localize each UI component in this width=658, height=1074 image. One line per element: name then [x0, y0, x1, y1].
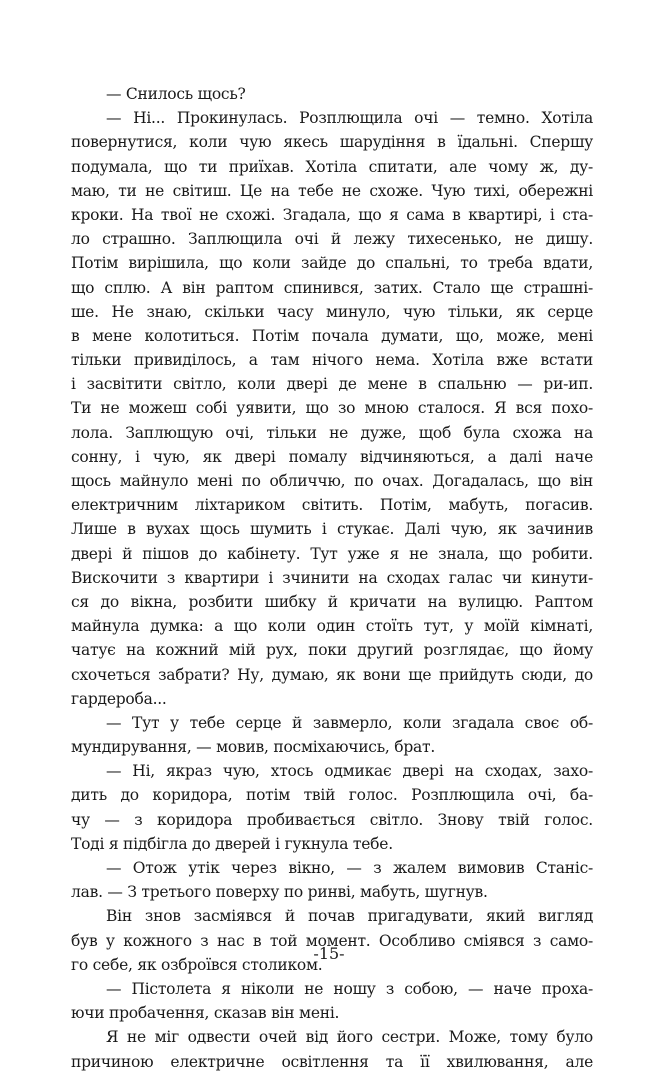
text-line: кроки. На твої не схожі. Згадала, що я сама в квартирі, і ста- — [71, 205, 593, 224]
text-line: Він знов засміявся й почав пригадувати, який вигляд — [106, 907, 593, 926]
text-line: ло страшно. Заплющила очі й лежу тихесенько, не дишу. — [71, 230, 593, 249]
text-line: Потім вирішила, що коли зайде до спальні, то треба вдати, — [71, 254, 593, 273]
text-line: чу — з коридора пробивається світло. Знову твій голос. — [71, 810, 593, 829]
text-line: дить до коридора, потім твій голос. Розплющила очі, ба- — [71, 786, 593, 805]
text-line: гардероба... — [71, 689, 167, 708]
text-line: подумала, що ти приїхав. Хотіла спитати, але чому ж, ду- — [71, 157, 593, 176]
text-line: щось майнуло мені по обличчю, по очах. Догадалась, що він — [71, 472, 593, 490]
text-line: ючи пробачення, сказав він мені. — [71, 1004, 340, 1023]
text-line: — Тут у тебе серце й завмерло, коли згадала своє об- — [106, 713, 593, 732]
text-line: електричним ліхтариком світить. Потім, мабуть, погасив. — [71, 496, 593, 515]
text-line: схочеться забрати? Ну, думаю, як вони ще прийдуть сюди, до — [71, 665, 593, 684]
text-line: го себе, як озброївся столиком. — [71, 955, 323, 974]
text-line: що сплю. А він раптом спинився, затих. Стало ще страшні- — [71, 278, 593, 297]
text-line: — Снилось щось? — [106, 85, 246, 103]
text-line: маю, ти не світиш. Це на тебе не схоже. Чую тихі, обережні — [71, 181, 593, 200]
text-line: і засвітити світло, коли двері де мене в спальню — ри-ип. — [71, 375, 593, 394]
text-line: Тоді я підбігла до дверей і гукнула тебе. — [71, 834, 393, 853]
text-line: — Ні... Прокинулась. Розплющила очі — темно. Хотіла — [106, 109, 593, 128]
text-line: Ти не можеш собі уявити, що зо мною сталося. Я вся похо- — [71, 399, 593, 418]
page-number: -15- — [313, 944, 345, 963]
text-line: майнула думка: а що коли один стоїть тут, у моїй кімнаті, — [71, 617, 593, 636]
text-line: ше. Не знаю, скільки часу минуло, чую тільки, як серце — [71, 302, 593, 321]
text-line: ся до вікна, розбити шибку й кричати на вулицю. Раптом — [71, 592, 593, 611]
text-line: — Ні, якраз чую, хтось одмикає двері на сходах, захо- — [106, 762, 593, 781]
text-line: чатує на кожний мій рух, поки другий розглядає, що йому — [71, 641, 593, 660]
text-line: — Отож утік через вікно, — з жалем вимовив Станіс- — [106, 859, 593, 877]
text-line: в мене колотиться. Потім почала думати, що, може, мені — [71, 326, 593, 345]
text-line: лав. — З третього поверху по ринві, мабуть, шугнув. — [71, 883, 488, 902]
text-line: був у кожного з нас в той момент. Особливо сміявся з само- — [71, 931, 593, 950]
text-line: Вискочити з квартири і зчинити на сходах галас чи кинути- — [71, 568, 593, 587]
text-line: двері й пішов до кабінету. Тут уже я не знала, що робити. — [71, 544, 593, 563]
text-line: повернутися, коли чую якесь шарудіння в їдальні. Спершу — [71, 133, 593, 152]
text-line: сонну, і чую, як двері помалу відчиняються, а далі наче — [71, 447, 593, 466]
text-line: Я не міг одвести очей від його сестри. Може, тому було — [106, 1028, 593, 1047]
text-line: мундирування, — мовив, посміхаючись, брат. — [71, 738, 436, 757]
text-line: лола. Заплющую очі, тільки не дуже, щоб була схожа на — [71, 423, 593, 442]
text-line: — Пістолета я ніколи не ношу з собою, — наче прoха- — [106, 979, 593, 998]
text-line: причиною електричне освітлення та її хвилювання, але — [71, 1052, 593, 1071]
text-line: тільки привиділось, а там нічого нема. Хотіла вже встати — [71, 351, 593, 370]
body-text — [71, 82, 593, 1074]
text-line: Лише в вухах щось шумить і стукає. Далі чую, як зачинив — [71, 520, 593, 539]
